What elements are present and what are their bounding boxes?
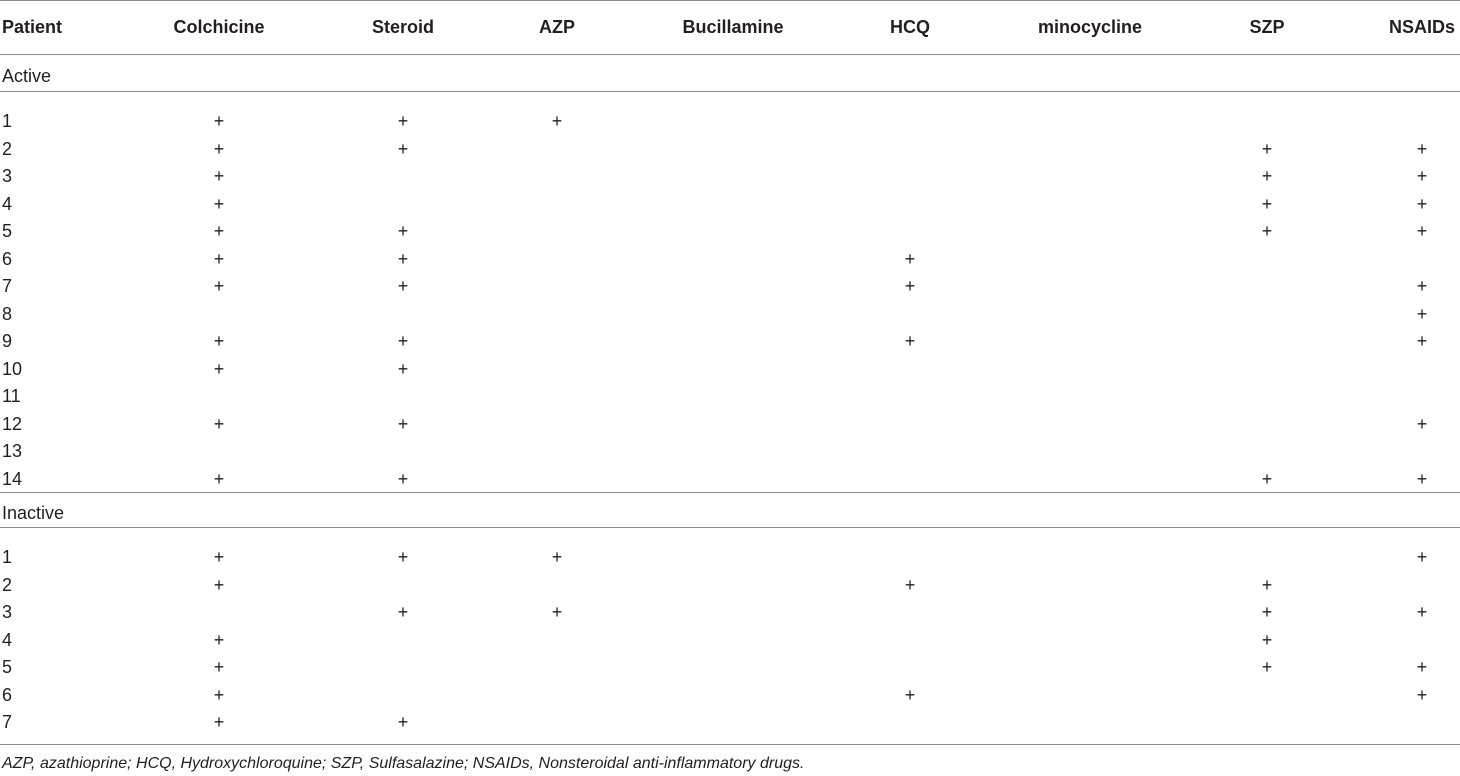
treatment-mark: +	[1416, 276, 1428, 296]
treatment-mark: +	[1261, 221, 1273, 241]
treatment-mark: +	[213, 413, 225, 434]
treatment-mark: +	[213, 657, 225, 677]
treatment-mark: +	[1416, 138, 1428, 159]
treatment-mark: +	[397, 248, 409, 269]
patient-id: 4	[2, 629, 13, 650]
treatment-mark: +	[397, 138, 409, 159]
column-header: Bucillamine	[682, 17, 784, 37]
treatment-mark: +	[213, 193, 225, 214]
treatment-mark: +	[904, 248, 916, 269]
patient-id: 2	[2, 574, 13, 595]
patient-id: 3	[2, 602, 13, 622]
patient-id: 12	[2, 413, 23, 434]
treatment-mark: +	[1261, 602, 1273, 622]
treatment-mark: +	[551, 547, 563, 567]
column-header: AZP	[539, 17, 575, 37]
treatment-mark: +	[1261, 574, 1273, 595]
treatment-mark: +	[1261, 657, 1273, 677]
treatment-mark: +	[1416, 547, 1428, 567]
treatment-mark: +	[213, 248, 225, 269]
patient-id: 3	[2, 166, 13, 186]
treatment-mark: +	[213, 468, 225, 489]
treatment-mark: +	[213, 166, 225, 186]
treatment-mark: +	[1261, 193, 1273, 214]
group-separator-rule	[0, 492, 1460, 493]
patient-id: 11	[2, 386, 21, 406]
patient-id: 8	[2, 303, 13, 324]
treatment-mark: +	[213, 358, 225, 379]
patient-id: 2	[2, 138, 13, 159]
treatment-mark: +	[1416, 303, 1428, 324]
treatment-mark: +	[213, 712, 225, 732]
treatment-mark: +	[213, 221, 225, 241]
group-rule-inactive	[0, 527, 1460, 528]
treatment-mark: +	[213, 547, 225, 567]
treatment-mark: +	[213, 331, 225, 351]
group-rule-active	[0, 91, 1460, 92]
treatment-mark: +	[1416, 413, 1428, 434]
group-label-active: Active	[2, 66, 52, 86]
column-header: minocycline	[1037, 17, 1143, 37]
column-header: Colchicine	[173, 17, 265, 37]
table-bottom-rule	[0, 744, 1460, 745]
treatment-mark: +	[397, 331, 409, 351]
treatment-mark: +	[397, 111, 409, 131]
column-header: Patient	[2, 17, 63, 37]
treatment-mark: +	[213, 684, 225, 705]
column-header: NSAIDs	[1388, 17, 1456, 37]
patient-id: 4	[2, 193, 13, 214]
treatment-mark: +	[213, 111, 225, 131]
header-rule	[0, 54, 1460, 55]
treatment-mark: +	[213, 276, 225, 296]
patient-id: 7	[2, 712, 13, 732]
treatment-mark: +	[397, 602, 409, 622]
treatment-mark: +	[1416, 166, 1428, 186]
treatment-mark: +	[213, 138, 225, 159]
treatment-mark: +	[1416, 221, 1428, 241]
treatment-mark: +	[397, 468, 409, 489]
patient-id: 13	[2, 441, 23, 461]
column-header: SZP	[1249, 17, 1285, 37]
group-label-inactive: Inactive	[2, 503, 65, 523]
treatment-mark: +	[1416, 684, 1428, 705]
table-top-rule	[0, 0, 1460, 1]
treatment-mark: +	[1261, 468, 1273, 489]
treatment-mark: +	[213, 629, 225, 650]
treatment-mark: +	[397, 712, 409, 732]
treatment-mark: +	[397, 413, 409, 434]
patient-id: 10	[2, 358, 23, 379]
treatment-mark: +	[397, 276, 409, 296]
patient-id: 1	[2, 111, 13, 131]
patient-id: 5	[2, 221, 13, 241]
treatment-mark: +	[904, 276, 916, 296]
treatment-mark: +	[1261, 629, 1273, 650]
treatment-mark: +	[397, 547, 409, 567]
column-header: Steroid	[371, 17, 435, 37]
footnote: AZP, azathioprine; HCQ, Hydroxychloroquine; SZP, Sulfasalazine; NSAIDs, Nonsteroidal anti-inflammatory drugs.	[2, 755, 805, 772]
treatment-mark: +	[1416, 331, 1428, 351]
treatment-mark: +	[1261, 138, 1273, 159]
patient-id: 7	[2, 276, 13, 296]
patient-id: 6	[2, 684, 13, 705]
treatment-mark: +	[1416, 468, 1428, 489]
patient-id: 14	[2, 468, 23, 489]
treatment-mark: +	[551, 111, 563, 131]
treatment-mark: +	[904, 574, 916, 595]
treatment-mark: +	[397, 221, 409, 241]
treatment-mark: +	[397, 358, 409, 379]
treatment-mark: +	[1261, 166, 1273, 186]
patient-id: 5	[2, 657, 13, 677]
treatment-mark: +	[213, 574, 225, 595]
patient-id: 6	[2, 248, 13, 269]
treatment-mark: +	[904, 684, 916, 705]
treatment-mark: +	[551, 602, 563, 622]
treatment-mark: +	[1416, 657, 1428, 677]
treatment-mark: +	[1416, 602, 1428, 622]
treatment-mark: +	[904, 331, 916, 351]
column-header: HCQ	[890, 17, 930, 37]
patient-id: 9	[2, 331, 13, 351]
patient-id: 1	[2, 547, 13, 567]
treatment-mark: +	[1416, 193, 1428, 214]
